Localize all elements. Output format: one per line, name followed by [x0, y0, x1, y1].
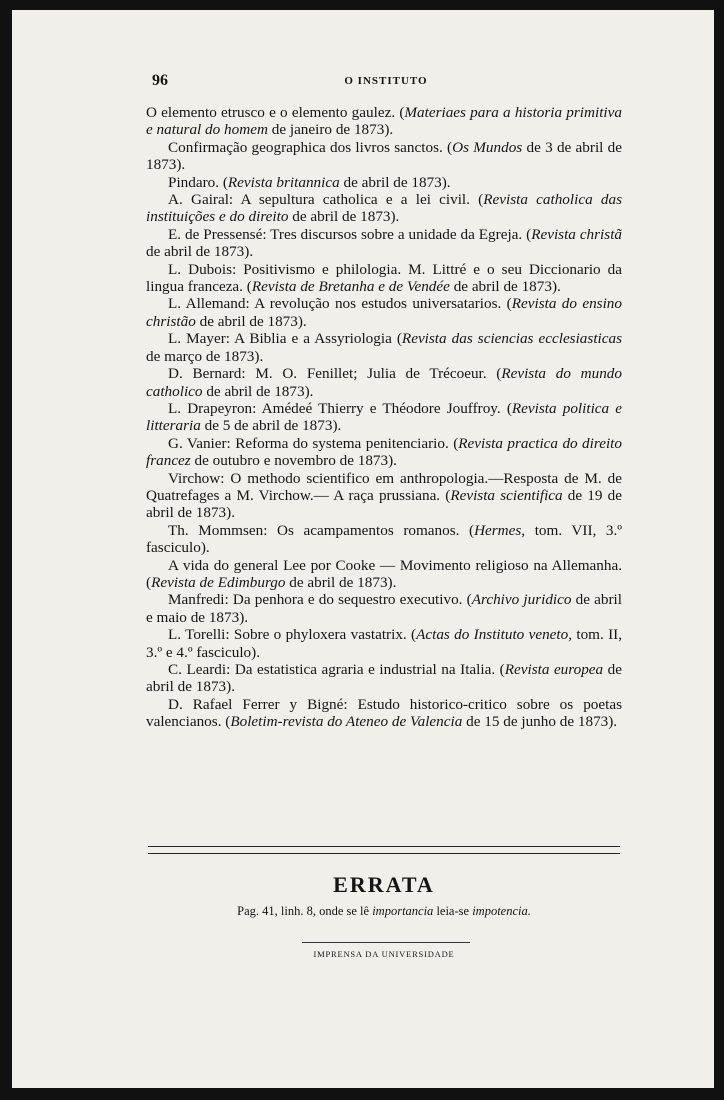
page-header	[152, 72, 620, 94]
scan-border-right	[714, 0, 724, 1100]
bibliography-entry: A vida do general Lee por Cooke — Movimento religioso na Allemanha. (Revista de Edimburgo de abril de 1873).	[146, 556, 622, 591]
bibliography-entry: L. Torelli: Sobre o phyloxera vastatrix. (Actas do Instituto veneto, tom. II, 3.º e 4.º fasciculo).	[146, 626, 622, 661]
bibliography-entry: L. Allemand: A revolução nos estudos universatarios. (Revista do ensino christão de abril de 1873).	[146, 295, 622, 330]
page-number: 96	[152, 72, 168, 89]
bibliography-entry: A. Gairal: A sepultura catholica e a lei civil. (Revista catholica das instituições e do direito de abril de 1873).	[146, 191, 622, 226]
bibliography-entry: Virchow: O methodo scientifico em anthropologia.—Resposta de M. de Quatrefages a M. Virchow.— A raça prussiana. (Revista scientifica de 19 de abril de 1873).	[146, 469, 622, 522]
bibliography-entry: L. Drapeyron: Amédeé Thierry e Théodore Jouffroy. (Revista politica e litteraria de 5 de abril de 1873).	[146, 399, 622, 435]
bibliography-entry: D. Bernard: M. O. Fenillet; Julia de Trécoeur. (Revista do mundo catholico de abril de 1873).	[146, 365, 622, 400]
bibliography-entry: L. Dubois: Positivismo e philologia. M. Littré e o seu Diccionario da lingua franceza. (Revista de Bretanha e de Vendée de abril de 1873).	[146, 260, 622, 296]
scan-border-top	[0, 0, 724, 10]
short-rule-divider	[302, 942, 470, 943]
errata-title: ERRATA	[333, 872, 435, 897]
scan-border-bottom	[0, 1088, 724, 1100]
bibliography-list	[146, 104, 622, 731]
bibliography-entry: O elemento etrusco e o elemento gaulez. (Materiaes para a historia primitiva e natural do homem de janeiro de 1873).	[146, 104, 622, 139]
bibliography-entry: C. Leardi: Da estatistica agraria e industrial na Italia. (Revista europea de abril de 1873).	[146, 661, 623, 696]
bibliography-entry: Pindaro. (Revista britannica de abril de 1873).	[168, 173, 451, 191]
bibliography-entry: L. Mayer: A Biblia e a Assyriologia (Revista das sciencias ecclesiasticas de março de 1873).	[146, 330, 622, 365]
bibliography-entry: Confirmação geographica dos livros sanctos. (Os Mundos de 3 de abril de 1873).	[146, 138, 622, 174]
bibliography-entry: D. Rafael Ferrer y Bigné: Estudo historico-critico sobre os poetas valencianos. (Boletim-revista do Ateneo de Valencia de 15 de junho de 1873).	[146, 695, 622, 731]
bibliography-entry: G. Vanier: Reforma do systema penitenciario. (Revista practica do direito francez de outubro e novembro de 1873).	[146, 434, 622, 470]
bibliography-entry: E. de Pressensé: Tres discursos sobre a unidade da Egreja. (Revista christã de abril de 1873).	[146, 225, 623, 261]
double-rule-divider	[148, 846, 620, 854]
running-title: O INSTITUTO	[344, 75, 428, 87]
bibliography-entry: Th. Mommsen: Os acampamentos romanos. (Hermes, tom. VII, 3.º fasciculo).	[146, 521, 622, 557]
scan-border-left	[0, 0, 12, 1100]
errata-note: Pag. 41, linh. 8, onde se lê importancia leia-se impotencia.	[237, 904, 531, 918]
bibliography-entry: Manfredi: Da penhora e do sequestro executivo. (Archivo juridico de abril e maio de 1873).	[146, 591, 622, 626]
printer-imprint: IMPRENSA DA UNIVERSIDADE	[313, 949, 455, 959]
